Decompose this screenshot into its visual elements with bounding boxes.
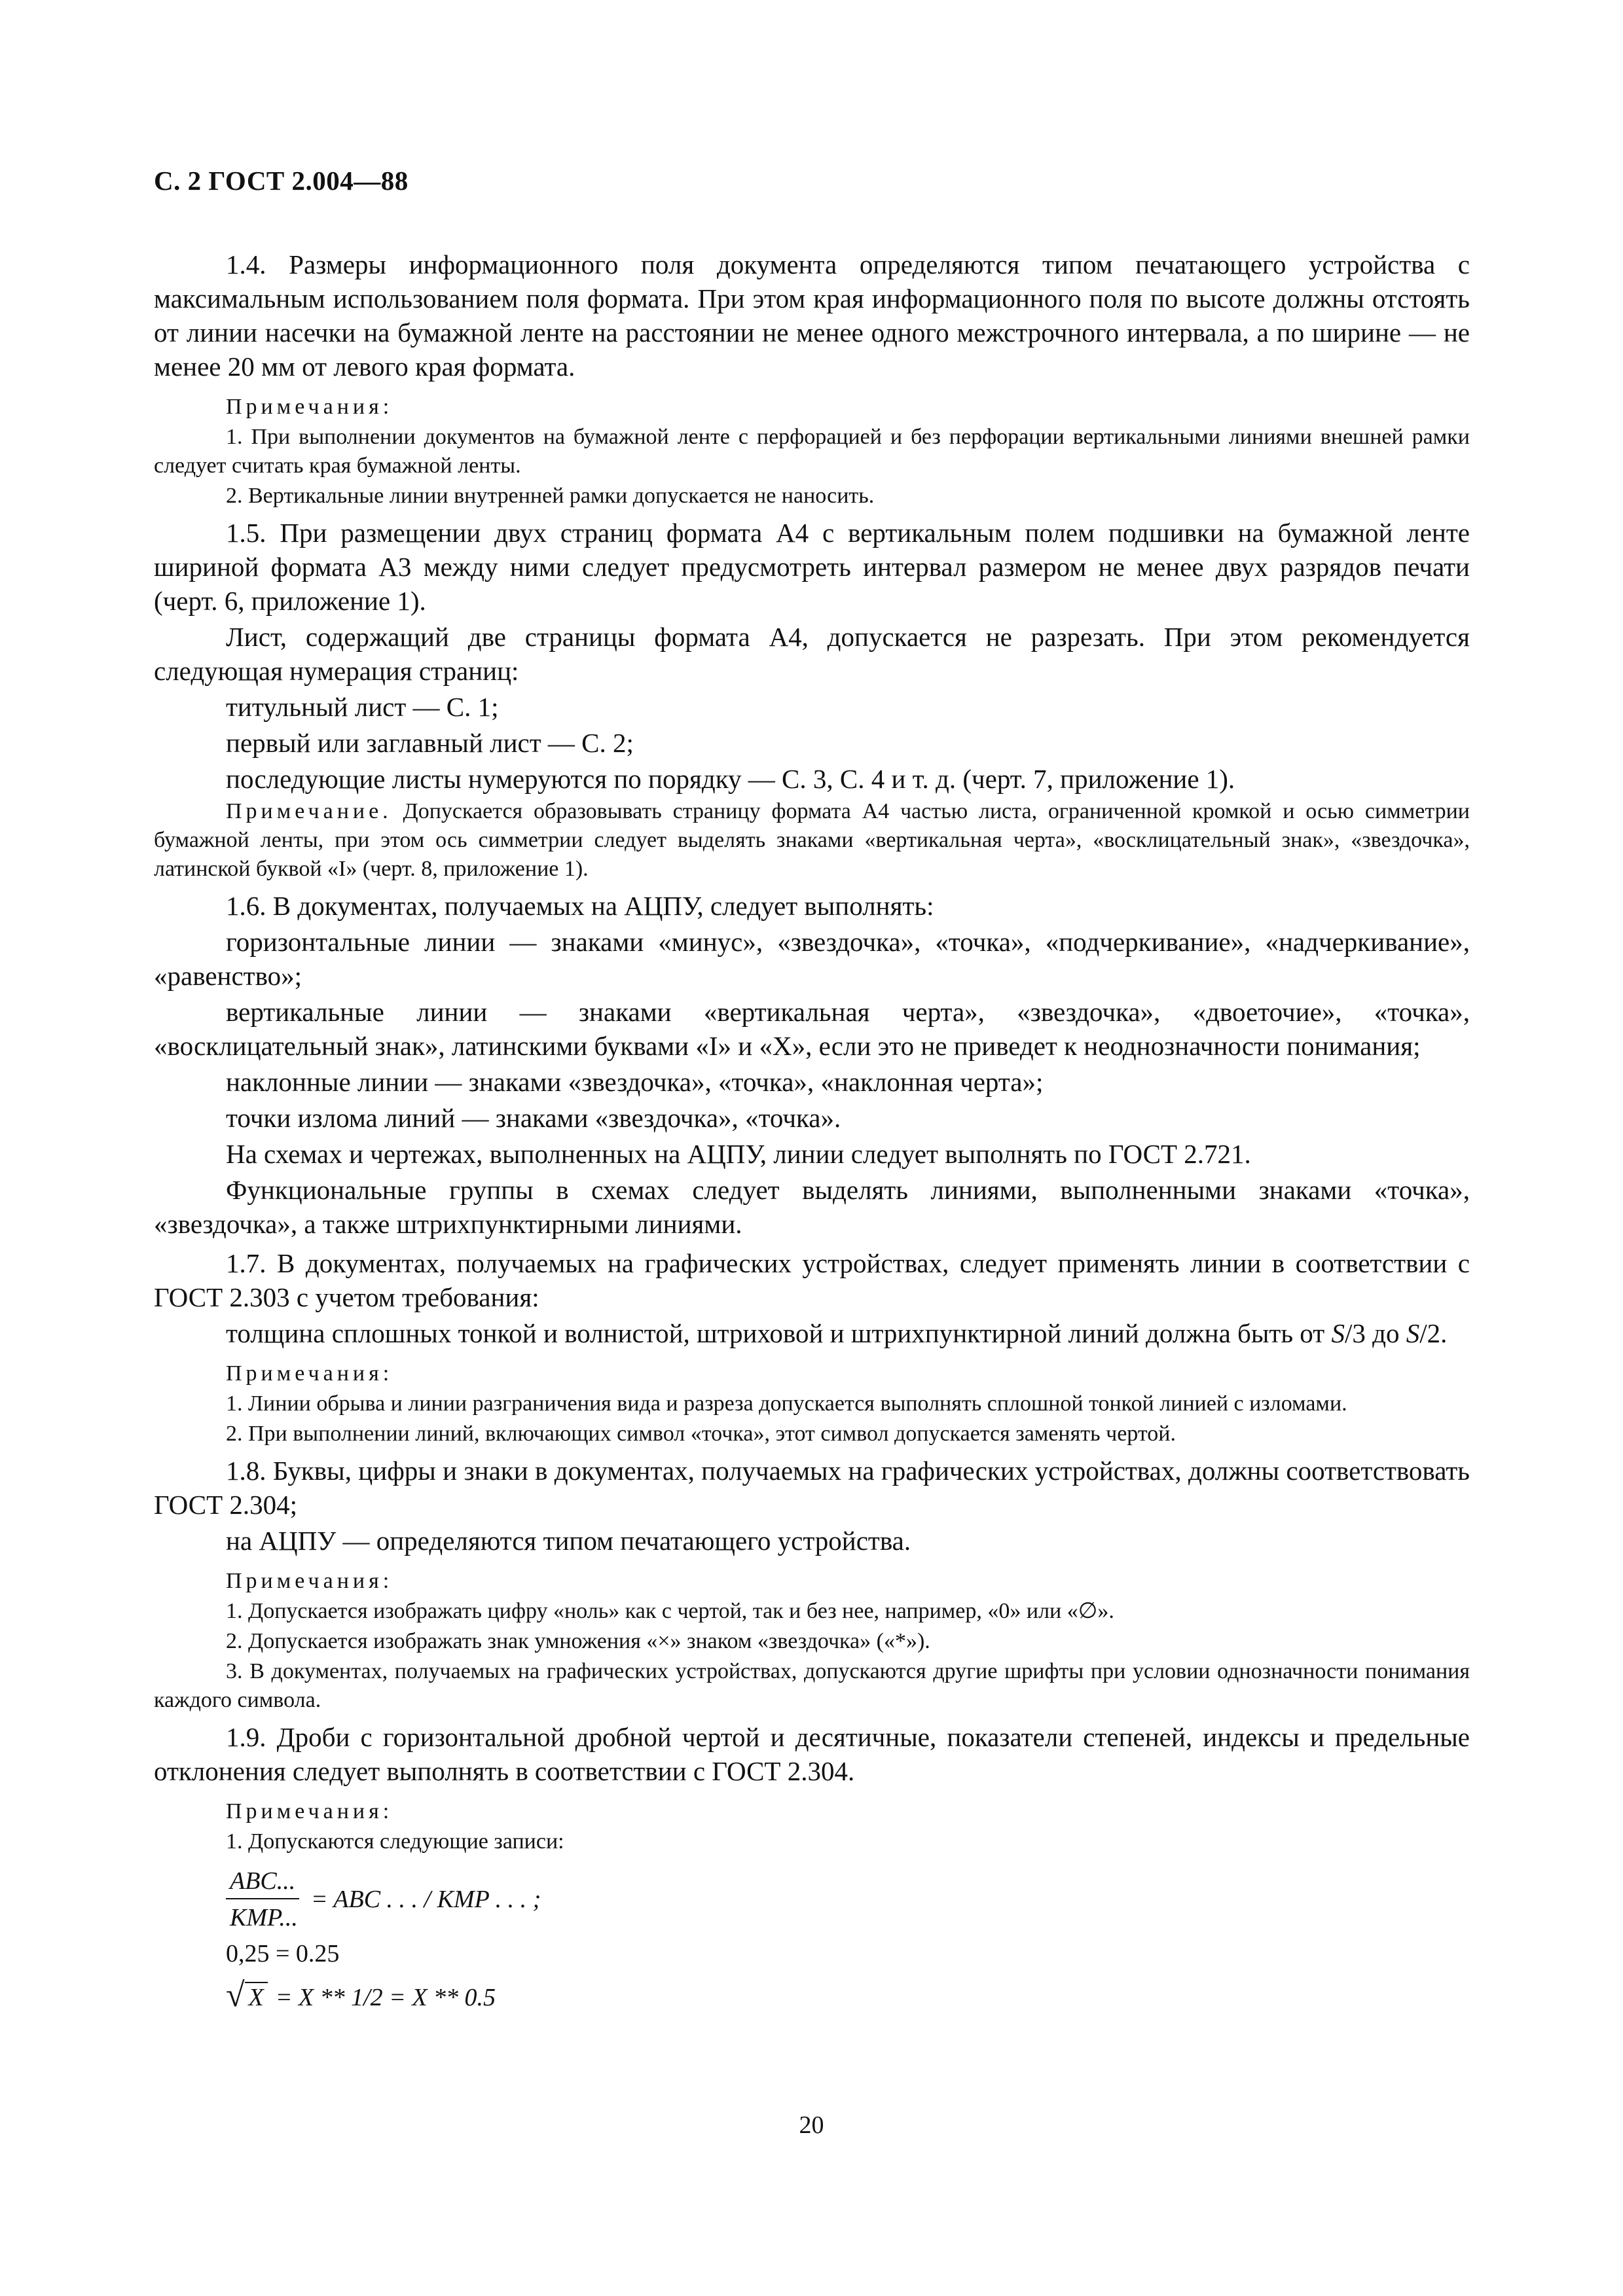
note-1-4-1: 1. При выполнении документов на бумажной ленте с перфорацией и без перфорации вертикальными линиями внешней рамки следует считать края бумажной ленты. xyxy=(154,425,1470,478)
list-item-title-sheet: титульный лист — С. 1; xyxy=(226,692,499,722)
paragraph-1-9: 1.9. Дроби с горизонтальной дробной чертой и десятичные, показатели степеней, индексы и предельные отклонения следует выполнять в соответствии с ГОСТ 2.304. xyxy=(154,1722,1470,1786)
document-body xyxy=(154,242,1470,2012)
fraction-numerator: ABC... xyxy=(226,1867,299,1899)
note-label: Примечание. xyxy=(226,799,392,823)
list-item-horizontal-lines: горизонтальные линии — знаками «минус», «звездочка», «точка», «подчеркивание», «надчеркивание», «равенство»; xyxy=(154,927,1470,991)
formula-decimal: 0,25 = 0.25 xyxy=(226,1940,340,1967)
paragraph-functional-groups: Функциональные группы в схемах следует выделять линиями, выполненными знаками «точка», «звездочка», а также штрихпунктирными линиями. xyxy=(154,1175,1470,1239)
notes-heading: Примечания: xyxy=(226,1361,393,1386)
thickness-text: толщина сплошных тонкой и волнистой, штриховой и штрихпунктирной линий должна быть от xyxy=(226,1318,1332,1348)
radicand: X xyxy=(245,1982,268,2012)
list-item-first-sheet: первый или заглавный лист — С. 2; xyxy=(226,728,634,758)
page-header: С. 2 ГОСТ 2.004—88 xyxy=(154,166,409,196)
sqrt-rhs: = X ** 1/2 = X ** 0.5 xyxy=(275,1984,496,2011)
paragraph-schemes: На схемах и чертежах, выполненных на АЦПУ, линии следует выполнять по ГОСТ 2.721. xyxy=(226,1139,1251,1169)
note-1-8-2: 2. Допускается изображать знак умножения «×» знаком «звездочка» («*»). xyxy=(226,1629,930,1653)
square-root xyxy=(226,1979,268,2012)
note-text: Допускается образовывать страницу формата А4 частью листа, ограниченной кромкой и осью симметрии бумажной ленты, при этом ось симметрии следует выделять знаками «вертикальная черта», «восклицательный знак», «звездочка», латинской буквой «I» (черт. 8, приложение 1). xyxy=(154,799,1470,881)
paragraph-1-8-acpu: на АЦПУ — определяются типом печатающего устройства. xyxy=(226,1526,911,1556)
formula-sqrt xyxy=(154,1979,1470,2012)
formula-fraction xyxy=(154,1867,1470,1932)
fraction-denominator: KMP... xyxy=(230,1904,298,1931)
list-item-next-sheets: последующие листы нумеруются по порядку — С. 3, С. 4 и т. д. (черт. 7, приложение 1). xyxy=(226,764,1235,794)
thickness-mid: /3 до xyxy=(1344,1318,1406,1348)
symbol-s: S xyxy=(1406,1318,1420,1348)
list-item-vertical-lines: вертикальные линии — знаками «вертикальная черта», «звездочка», «двоеточие», «точка», «восклицательный знак», латинскими буквами «I» и «X», если это не приведет к неоднозначности понимания; xyxy=(154,997,1470,1061)
paragraph-1-8: 1.8. Буквы, цифры и знаки в документах, получаемых на графических устройствах, должны соответствовать ГОСТ 2.304; xyxy=(154,1456,1470,1520)
note-1-8-3: 3. В документах, получаемых на графических устройствах, допускаются другие шрифты при условии однозначности понимания каждого символа. xyxy=(154,1659,1470,1712)
note-1-7-1: 1. Линии обрыва и линии разграничения вида и разреза допускается выполнять сплошной тонкой линией с изломами. xyxy=(226,1391,1347,1416)
list-item-break-points: точки излома линий — знаками «звездочка», «точка». xyxy=(226,1103,841,1133)
note-1-4-2: 2. Вертикальные линии внутренней рамки допускается не наносить. xyxy=(226,484,875,508)
radical-sign-icon: √ xyxy=(226,1977,245,2014)
list-item-inclined-lines: наклонные линии — знаками «звездочка», «точка», «наклонная черта»; xyxy=(226,1067,1044,1097)
paragraph-1-4: 1.4. Размеры информационного поля документа определяются типом печатающего устройства с максимальным использованием поля формата. При этом края информационного поля по высоте должны отстоять от линии насечки на бумажной ленте на расстоянии не менее одного межстрочного интервала, а по ширине — не менее 20 мм от левого края формата. xyxy=(154,249,1470,382)
note-1-8-1: 1. Допускается изображать цифру «ноль» как с чертой, так и без нее, например, «0» или «∅». xyxy=(226,1599,1114,1623)
notes-heading: Примечания: xyxy=(226,395,393,419)
paragraph-1-5-sheet: Лист, содержащий две страницы формата А4, допускается не разрезать. При этом рекомендуется следующая нумерация страниц: xyxy=(154,622,1470,686)
note-1-7-2: 2. При выполнении линий, включающих символ «точка», этот символ допускается заменять чертой. xyxy=(226,1422,1176,1446)
notes-heading: Примечания: xyxy=(226,1569,393,1593)
thickness-end: /2. xyxy=(1419,1318,1448,1348)
fraction xyxy=(226,1867,302,1932)
page-number: 20 xyxy=(799,2111,824,2139)
notes-heading: Примечания: xyxy=(226,1799,393,1823)
paragraph-line-thickness xyxy=(154,1316,1470,1350)
paragraph-1-6: 1.6. В документах, получаемых на АЦПУ, следует выполнять: xyxy=(226,891,934,921)
symbol-s: S xyxy=(1331,1318,1345,1348)
paragraph-1-7: 1.7. В документах, получаемых на графических устройствах, следует применять линии в соответствии с ГОСТ 2.303 с учетом требования: xyxy=(154,1248,1470,1312)
paragraph-1-5: 1.5. При размещении двух страниц формата А4 с вертикальным полем подшивки на бумажной ленте шириной формата А3 между ними следует предусмотреть интервал размером не менее двух разрядов печати (черт. 6, приложение 1). xyxy=(154,518,1470,616)
note-1-9-1: 1. Допускаются следующие записи: xyxy=(226,1829,564,1854)
note-1-5 xyxy=(154,797,1470,884)
fraction-rhs: = ABC . . . / KMP . . . ; xyxy=(310,1886,541,1913)
